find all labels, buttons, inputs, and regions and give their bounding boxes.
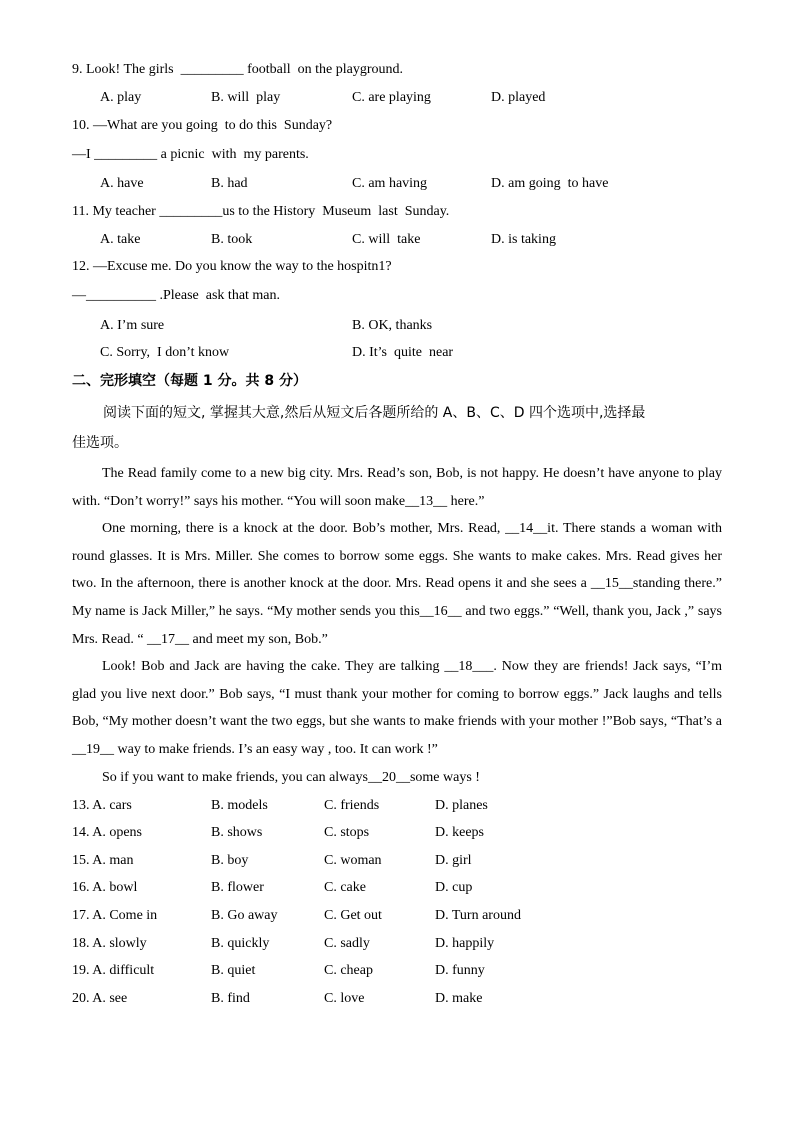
cloze-20-option-b: B. find [211,991,250,1006]
cloze-13-option-b: B. models [211,798,268,813]
cloze-20-option-c: C. love [324,991,365,1006]
question-11-option-a: A. take [100,232,141,247]
cloze-18-option-b: B. quickly [211,936,270,951]
question-9-option-c: C. are playing [352,90,431,105]
cloze-20-option-a: 20. A. see [72,991,128,1006]
cloze-15-option-d: D. girl [435,853,472,868]
cloze-19-option-a: 19. A. difficult [72,963,155,978]
section-2-instruction-line-1: 阅读下面的短文, 掌握其大意,然后从短文后各题所给的 A、B、C、D 四个选项中,选择最 [103,405,646,421]
cloze-18-option-a: 18. A. slowly [72,936,147,951]
question-9-option-d: D. played [491,90,546,105]
section-2-heading: 二、完形填空（每题 1 分。共 8 分） [72,373,307,389]
passage-paragraph-3: Look! Bob and Jack are having the cake. They are talking __18___. Now they are friends! Jack says, “I’m glad you live next door.” Bob says, “I must thank your mother for coming to borrow eggs.” Jack laughs and tells Bob, “My mother doesn’t want the two eggs, but she wants to make friends with your mother !”Bob says, “That’s a __19__ way to make friends. I’s an easy way , too. It can work !” [72,659,722,757]
question-9-stem: 9. Look! The girls _________ football on the playground. [72,62,404,77]
cloze-15-option-b: B. boy [211,853,249,868]
question-9-option-a: A. play [100,90,142,105]
question-12-reply: —__________ .Please ask that man. [72,288,281,303]
cloze-16-option-b: B. flower [211,880,264,895]
question-11-option-d: D. is taking [491,232,556,247]
question-11-stem: 11. My teacher _________us to the History Museum last Sunday. [72,204,450,219]
passage-paragraph-2: One morning, there is a knock at the door. Bob’s mother, Mrs. Read, __14__it. There stands a woman with round glasses. It is Mrs. Miller. She comes to borrow some eggs. She wants to make cakes. Mrs. Read gives her two. In the afternoon, there is another knock at the door. Mrs. Read opens it and she sees a __15__standing there.” My name is Jack Miller,” he says. “My mother sends you this__16__ and two eggs.” “Well, thank you, Jack ,” says Mrs. Read. “ __17__ and meet my son, Bob.” [72,521,722,647]
question-10-stem: 10. —What are you going to do this Sunday? [72,118,333,133]
cloze-13-option-a: 13. A. cars [72,798,132,813]
question-10-reply: —I _________ a picnic with my parents. [72,147,309,162]
question-12-stem: 12. —Excuse me. Do you know the way to the hospitn1? [72,259,392,274]
cloze-13-option-d: D. planes [435,798,488,813]
question-12-option-d: D. It’s quite near [352,345,454,360]
cloze-14-option-c: C. stops [324,825,370,840]
cloze-14-option-a: 14. A. opens [72,825,142,840]
cloze-16-option-a: 16. A. bowl [72,880,138,895]
cloze-17-option-d: D. Turn around [435,908,521,923]
cloze-14-option-b: B. shows [211,825,263,840]
cloze-15-option-c: C. woman [324,853,382,868]
cloze-passage [72,460,722,791]
passage-paragraph-4: So if you want to make friends, you can always__20__some ways ! [102,769,480,785]
question-12-option-b: B. OK, thanks [352,318,433,333]
question-11-option-b: B. took [211,232,253,247]
cloze-19-option-b: B. quiet [211,963,256,978]
cloze-19-option-d: D. funny [435,963,485,978]
question-12-option-c: C. Sorry, I don’t know [100,345,230,360]
cloze-18-option-d: D. happily [435,936,495,951]
cloze-17-option-b: B. Go away [211,908,278,923]
question-10-option-a: A. have [100,176,144,191]
cloze-19-option-c: C. cheap [324,963,373,978]
question-10-option-b: B. had [211,176,248,191]
cloze-15-option-a: 15. A. man [72,853,134,868]
cloze-17-option-a: 17. A. Come in [72,908,158,923]
cloze-18-option-c: C. sadly [324,936,370,951]
cloze-13-option-c: C. friends [324,798,380,813]
cloze-20-option-d: D. make [435,991,483,1006]
question-11-option-c: C. will take [352,232,421,247]
question-10-option-d: D. am going to have [491,176,609,191]
question-10-option-c: C. am having [352,176,428,191]
question-9-option-b: B. will play [211,90,281,105]
section-2-instruction-line-2: 佳选项。 [72,435,128,451]
cloze-16-option-c: C. cake [324,880,366,895]
cloze-14-option-d: D. keeps [435,825,484,840]
passage-paragraph-1: The Read family come to a new big city. Mrs. Read’s son, Bob, is not happy. He doesn’t have anyone to play with. “Don’t worry!” says his mother. “You will soon make__13__ here.” [72,466,722,509]
cloze-17-option-c: C. Get out [324,908,382,923]
question-12-option-a: A. I’m sure [100,318,165,333]
cloze-16-option-d: D. cup [435,880,473,895]
